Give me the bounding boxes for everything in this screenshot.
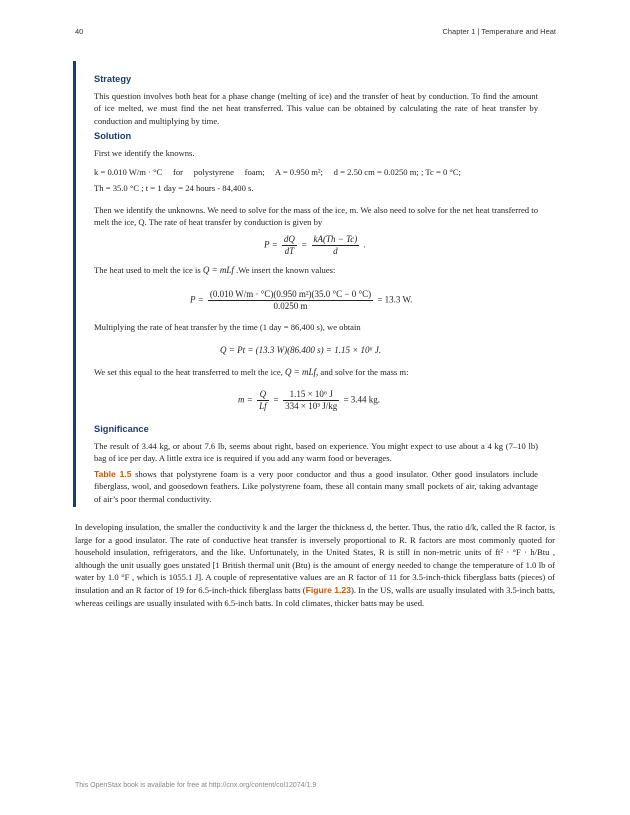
melt-post: .We insert the known values: [236, 265, 336, 275]
significance-para-2 [94, 468, 538, 505]
footer-note: This OpenStax book is available for free at http://cnx.org/content/col12074/1.9 [75, 782, 317, 789]
set-pre: We set this equal to the heat transferred to melt the ice, [94, 367, 283, 377]
eq4-fraction-2 [283, 389, 339, 412]
equation-conduction-rate [264, 234, 366, 257]
eq1-fraction-2 [312, 234, 360, 257]
eq2-fraction [208, 289, 373, 312]
melt-heat-text [94, 264, 538, 276]
unknowns-text: Then we identify the unknowns. We need to solve for the mass of the ice, m. We also need to solve for the net heat transferred to melt the ice, Q. The rate of heat transfer by conduction is given by [94, 205, 538, 228]
eq2-rhs: = 13.3 W. [377, 294, 413, 305]
knowns-line-2: Th = 35.0 °C ; t = 1 day = 24 hours - 84,400 s. [94, 183, 254, 193]
equation-power-value [190, 289, 412, 312]
significance-para-2-text: shows that polystyrene foam is a very poor conductor and thus a good insulator. Other good insulators include fiberglass, wool, and goosedown feathers. Like polystyrene foam, these all contain many small pockets of air, taking advantage of air’s poor thermal conductivity. [94, 469, 538, 504]
figure-1-23-link[interactable]: Figure 1.23 [305, 584, 351, 595]
example-sidebar-bar [73, 61, 76, 507]
mult-pre: Multiplying the rate of heat transfer by the time ( [94, 322, 263, 332]
set-equal-text [94, 366, 538, 378]
eq4-f2-num: 1.15 × 10⁶ J [283, 389, 339, 401]
mult-time: 1 day = 86,400 s [262, 322, 320, 332]
eq2-lhs: P = [190, 294, 204, 305]
eq1-f1-den: dT [284, 246, 295, 256]
melt-pre: The heat used to melt the ice is [94, 265, 201, 275]
equation-mass [238, 389, 380, 412]
knowns-line-1: k = 0.010 W/m · °C for polystyrene foam; A = 0.950 m²; d = 2.50 cm = 0.0250 m; ; Tc = 0 °C; [94, 167, 461, 177]
eq1-f1-num: dQ [283, 234, 295, 244]
solution-intro: First we identify the knowns. [94, 148, 195, 158]
eq1-fraction-1 [282, 234, 297, 257]
eq4-f1-num: Q [257, 389, 269, 401]
mult-post: ), we obtain [319, 322, 361, 332]
eq2-den: 0.0250 m [273, 301, 308, 311]
eq4-mid: = [272, 394, 279, 405]
significance-heading: Significance [94, 424, 149, 434]
table-1-5-link[interactable]: Table 1.5 [94, 469, 132, 479]
eq4-rhs: = 3.44 kg. [343, 394, 381, 405]
eq1-f2-num: kA(Th − Tc) [313, 234, 358, 244]
significance-para-1: The result of 3.44 kg, or about 7.6 lb, seems about right, based on experience. You might expect to use about a 4 kg (7–10 lb) bag of ice per day. A little extra ice is required if you add any warm food or beverages. [94, 441, 538, 464]
eq4-f1-den: Lf [259, 401, 267, 411]
multiply-text [94, 321, 538, 333]
strategy-text: This question involves both heat for a phase change (melting of ice) and the transfer of heat by conduction. To find the amount of ice melted, we must find the net heat transferred. This value can be obtained by calculating the rate of heat transfer by conduction and multiplying by time. [94, 91, 538, 126]
eq4-fraction-1 [257, 389, 269, 412]
eq1-f2-den: d [333, 246, 338, 256]
set-post: and solve for the mass m: [320, 367, 409, 377]
body-paragraph [75, 521, 555, 609]
solution-heading: Solution [94, 131, 132, 141]
melt-equation: Q = mLf [202, 265, 234, 275]
set-equation: Q = mLf, [284, 367, 319, 377]
chapter-title: Chapter 1 | Temperature and Heat [442, 27, 556, 36]
body-text-2: ). In the US, walls are usually insulated with 3.5-inch batts, whereas ceilings are usually insulated with 6.5-inch batts. In cold climates, thicker batts may be used. [75, 584, 556, 608]
eq4-f2-den: 334 × 10³ J/kg [285, 401, 338, 411]
eq4-lhs: m = [238, 394, 253, 405]
strategy-heading: Strategy [94, 74, 132, 84]
page-number: 40 [75, 27, 84, 36]
eq1-lhs: P = [264, 239, 278, 250]
eq1-mid: = [301, 239, 308, 250]
eq2-num: (0.010 W/m · °C)(0.950 m²)(35.0 °C − 0 °C) [209, 289, 372, 299]
equation-heat-total: Q = Pt = (13.3 W)(86.400 s) = 1.15 × 10⁶ J. [220, 345, 382, 355]
eq1-end: . [363, 239, 366, 250]
body-text-1: In developing insulation, the smaller the conductivity k and the larger the thickness d, the better. Thus, the ratio d/k, called the R factor, is large for a good insulator. The rate of conductive heat transfer is inversely proportional to R. R factors are most commonly quoted for household insulation, refrigerators, and the like. Unfortunately, in the United States, R is still in non-metric units of ft² · °F · h/Btu , although the unit usually goes unstated [1 British thermal unit (Btu) is the amount of energy needed to change the temperature of 1.0 lb of water by 1.0 °F , which is 1055.1 J]. A couple of representative values are an R factor of 11 for 3.5-inch-thick fiberglass batts (pieces) of insulation and an R factor of 19 for 6.5-inch-thick fiberglass batts ( [75, 522, 555, 595]
